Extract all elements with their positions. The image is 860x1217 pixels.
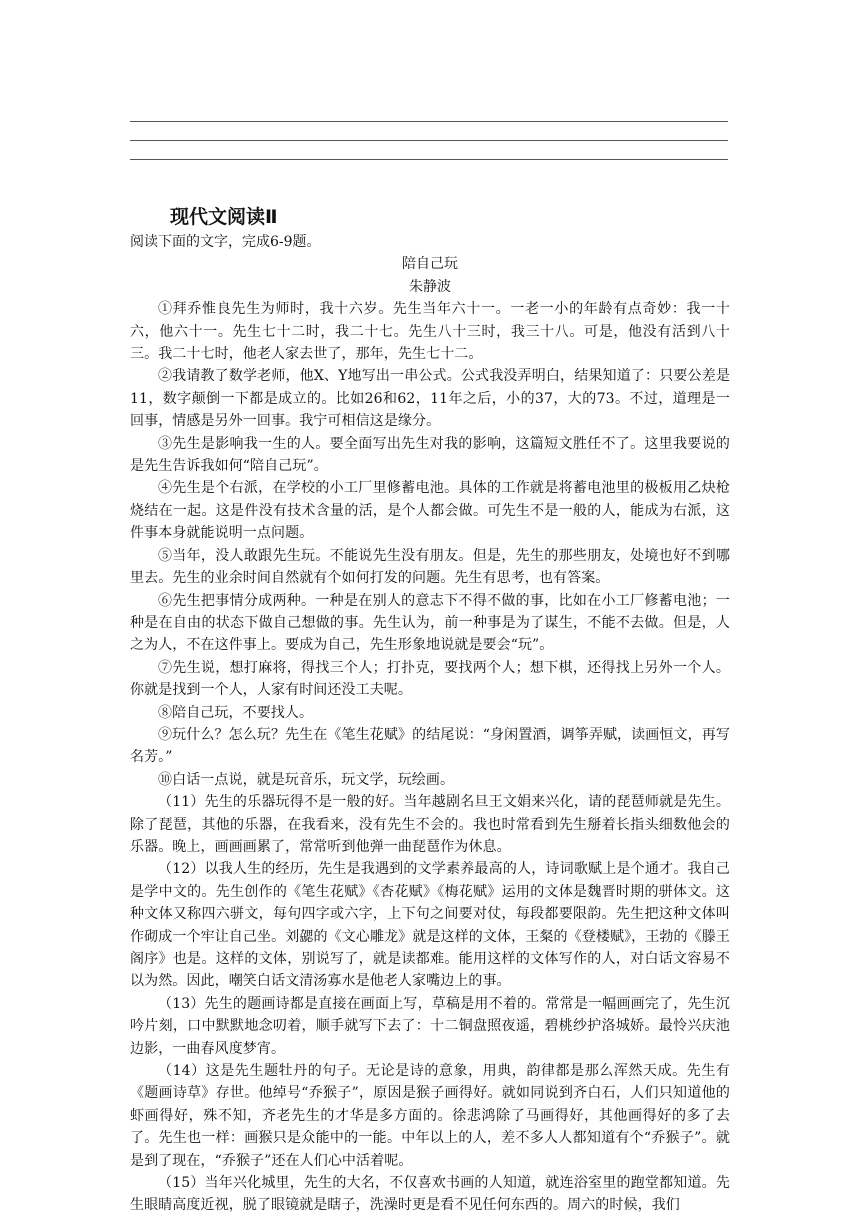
paragraph: ①拜乔惟良先生为师时，我十六岁。先生当年六十一。一老一小的年龄有点奇妙：我一十六，他六十一。先生七十二时，我二十七。先生八十三时，我三十八。可是，他没有活到八十三。我二十七时，他老人家去世了，那年，先生七十二。	[130, 301, 730, 363]
paragraph: （12）以我人生的经历，先生是我遇到的文学素养最高的人，诗词歌赋上是个通才。我自己是学中文的。先生创作的《笔生花赋》《杏花赋》《梅花赋》运用的文体是魏晋时期的骈体文。这种文体又称四六骈文，每句四字或六字，上下句之间要对仗，每段都要限韵。先生把这种文体叫作砌成一个牢让自己坐。刘勰的《文心雕龙》就是这样的文体，王粲的《登楼赋》，王勃的《滕王阁序》也是。这样的文体，别说写了，就是读都难。能用这样的文体写作的人，对白话文容易不以为然。因此，嘲笑白话文清汤寡水是他老人家嘴边上的事。	[130, 861, 730, 990]
article-author: 朱静波	[409, 278, 451, 295]
article-title: 陪自己玩	[402, 256, 458, 273]
paragraph: ⑥先生把事情分成两种。一种是在别人的意志下不得不做的事，比如在小工厂修蓄电池；一种是在自由的状态下做自己想做的事。先生认为，前一种事是为了谋生，不能不去做。但是，人之为人，不在这件事上。要成为自己，先生形象地说就是要会“玩”。	[130, 592, 730, 654]
paragraph: ⑤当年，没人敢跟先生玩。不能说先生没有朋友。但是，先生的那些朋友，处境也好不到哪里去。先生的业余时间自然就有个如何打发的问题。先生有思考，也有答案。	[130, 547, 730, 587]
paragraph: ④先生是个右派，在学校的小工厂里修蓄电池。具体的工作就是将蓄电池里的极板用乙炔枪烧结在一起。这是件没有技术含量的活，是个人都会做。可先生不是一般的人，能成为右派，这件事本身就能说明一点问题。	[130, 480, 730, 542]
paragraph: ③先生是影响我一生的人。要全面写出先生对我的影响，这篇短文胜任不了。这里我要说的是先生告诉我如何“陪自己玩”。	[130, 435, 730, 475]
article-body	[130, 298, 730, 1217]
answer-line-3	[130, 159, 728, 160]
answer-line-1	[130, 121, 728, 122]
paragraph: ⑨玩什么？怎么玩？先生在《笔生花赋》的结尾说：“身闲置酒，调筝弄赋，读画恒文，再写名芳。”	[130, 726, 730, 766]
paragraph: ⑦先生说，想打麻将，得找三个人；打扑克，要找两个人；想下棋，还得找上另外一个人。你就是找到一个人，人家有时间还没工夫呢。	[130, 659, 730, 699]
paragraph: （15）当年兴化城里，先生的大名，不仅喜欢书画的人知道，就连浴室里的跑堂都知道。先生眼睛高度近视，脱了眼镜就是瞎子，洗澡时更是看不见任何东西的。周六的时候，我们	[130, 1175, 730, 1214]
section-title: 现代文阅读Ⅱ	[170, 206, 278, 228]
paragraph: （13）先生的题画诗都是直接在画面上写，草稿是用不着的。常常是一幅画画完了，先生沉吟片刻，口中默默地念叨着，顺手就写下去了：十二铜盘照夜遥，碧桃纱护洛城娇。最怜兴庆池边影，一曲春风度梦宵。	[130, 995, 730, 1057]
paragraph: （11）先生的乐器玩得不是一般的好。当年越剧名旦王文娟来兴化，请的琵琶师就是先生。除了琵琶，其他的乐器，在我看来，没有先生不会的。我也时常看到先生掰着长指头细数他会的乐器。晚上，画画画累了，常常听到他弹一曲琵琶作为休息。	[130, 794, 730, 855]
document-page	[130, 203, 730, 1217]
paragraph: ⑩白话一点说，就是玩音乐，玩文学，玩绘画。	[158, 771, 455, 788]
paragraph: （14）这是先生题牡丹的句子。无论是诗的意象，用典，韵律都是那么浑然天成。先生有《题画诗草》存世。他绰号“乔猴子”，原因是猴子画得好。就如同说到齐白石，人们只知道他的虾画得好，殊不知，齐老先生的才华是多方面的。徐悲鸿除了马画得好，其他画得好的多了去了。先生也一样：画猴只是众能中的一能。中年以上的人，差不多人人都知道有个“乔猴子”。就是到了现在，“乔猴子”还在人们心中活着呢。	[130, 1063, 730, 1169]
paragraph: ②我请教了数学老师，他X、Y地写出一串公式。公式我没弄明白，结果知道了：只要公差是11，数字颠倒一下都是成立的。比如26和62，11年之后，小的37，大的73。不过，道理是一回事，情感是另外一回事。我宁可相信这是缘分。	[130, 368, 730, 430]
answer-line-2	[130, 140, 728, 141]
paragraph: ⑧陪自己玩，不要找人。	[158, 704, 314, 721]
instruction: 阅读下面的文字，完成6-9题。	[130, 234, 321, 250]
